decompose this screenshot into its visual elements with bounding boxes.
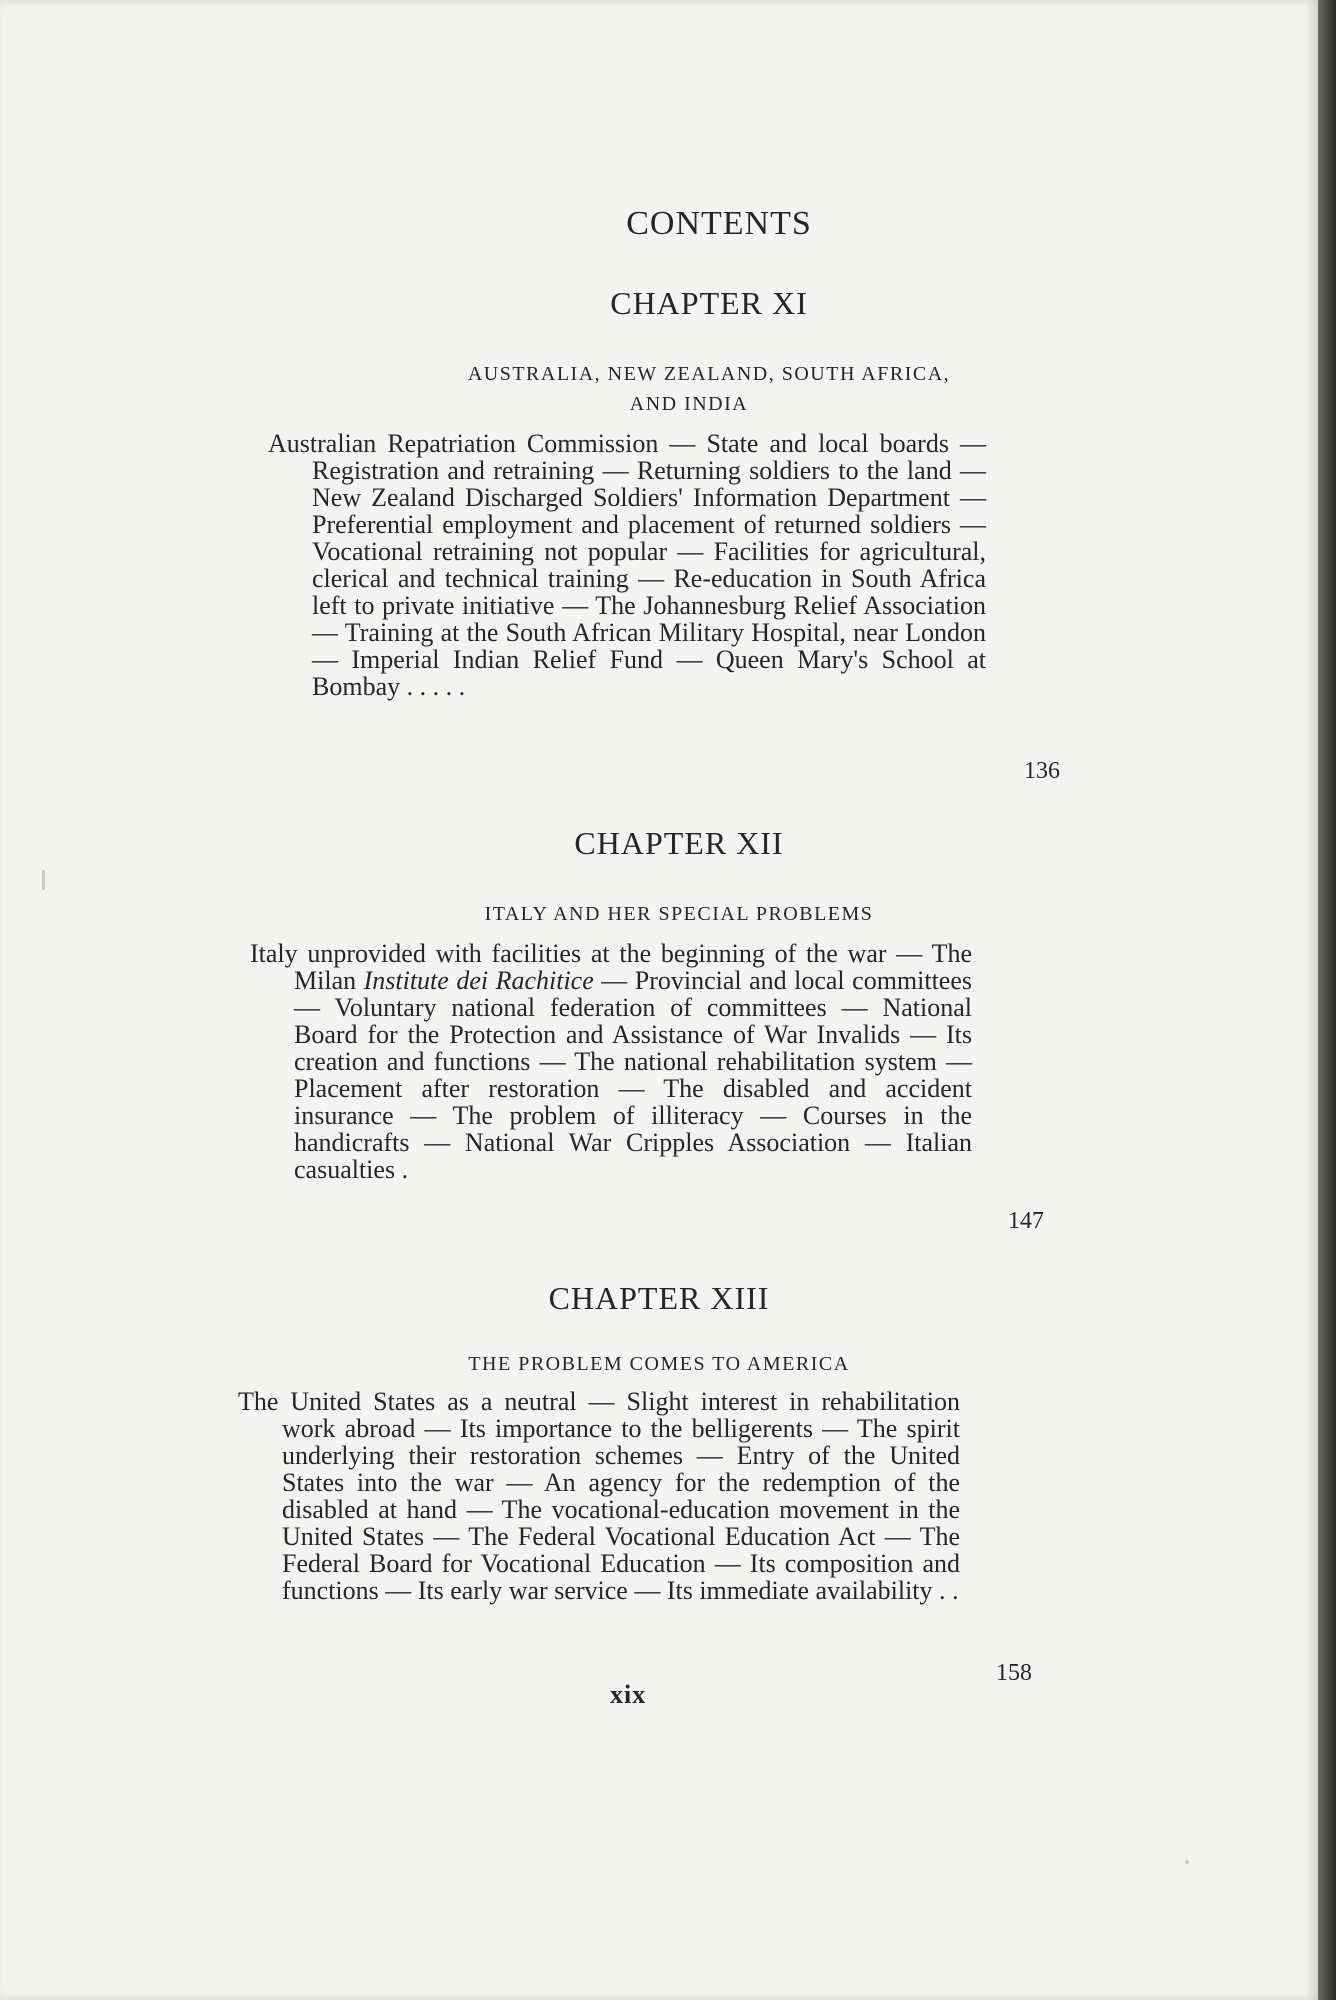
chapter-13-subtitle: THE PROBLEM COMES TO AMERICA [468, 1353, 850, 1375]
chapter-11-summary-text: Australian Repatriation Commission — State and local boards — Registration and retraining — Returning soldiers to the land — New Zealand Discharged Soldiers' Information Department — Preferential employment and placement of returned soldiers — Vocational retraining not popular — Facilities for agricultural, clerical and technical training — Re-education in South Africa left to private initiative — The Johannesburg Relief Association — Training at the South African Military Hospital, near London — Imperial Indian Relief Fund — Queen Mary's School at Bombay . . . . . [268, 429, 986, 701]
chapter-12-summary-part1: Italy unprovided with facilities at the beginning of the war — The Milan [250, 939, 972, 995]
chapter-12-summary-part2: — Provincial and local committees — Voluntary national federation of committees — National Board for the Protection and Assistance of War Invalids — Its creation and functions — The national rehabilitation system — Placement after restoration — The disabled and accident insurance — The problem of illiteracy — Courses in the handicrafts — National War Cripples Association — Italian casualties . [294, 966, 973, 1184]
chapter-13-page-number: 158 [996, 1660, 1032, 1686]
chapter-11-subtitle-line1: AUSTRALIA, NEW ZEALAND, SOUTH AFRICA, [467, 363, 951, 385]
chapter-11-page-number: 136 [1024, 758, 1060, 784]
scan-artifact-mark [42, 870, 45, 890]
chapter-13-summary-text: The United States as a neutral — Slight interest in rehabilitation work abroad — Its importance to the belligerents — The spirit underlying their restoration schemes — Entry of the United States into the war — An agency for the redemption of the disabled at hand — The vocational-education movement in the United States — The Federal Vocational Education Act — The Federal Board for Vocational Education — Its composition and functions — Its early war service — Its immediate availability . . [238, 1387, 960, 1605]
chapter-12-summary [250, 940, 972, 1183]
chapter-12-summary-italic: Institute dei Rachitice [363, 966, 594, 995]
chapter-11-title: CHAPTER XI [610, 285, 808, 321]
chapter-12-title: CHAPTER XII [574, 825, 784, 861]
page-folio: xix [610, 1680, 647, 1709]
chapter-11-summary [268, 430, 986, 700]
chapter-12-page-number: 147 [1008, 1208, 1044, 1234]
chapter-13-summary [238, 1388, 960, 1604]
chapter-12-summary-text [250, 940, 972, 1183]
chapter-11-subtitle-line2: AND INDIA [629, 393, 749, 415]
chapter-12-subtitle: ITALY AND HER SPECIAL PROBLEMS [484, 903, 874, 925]
scan-artifact-dot [1185, 1860, 1189, 1864]
chapter-13-title: CHAPTER XIII [548, 1280, 770, 1316]
contents-title: CONTENTS [626, 205, 812, 242]
